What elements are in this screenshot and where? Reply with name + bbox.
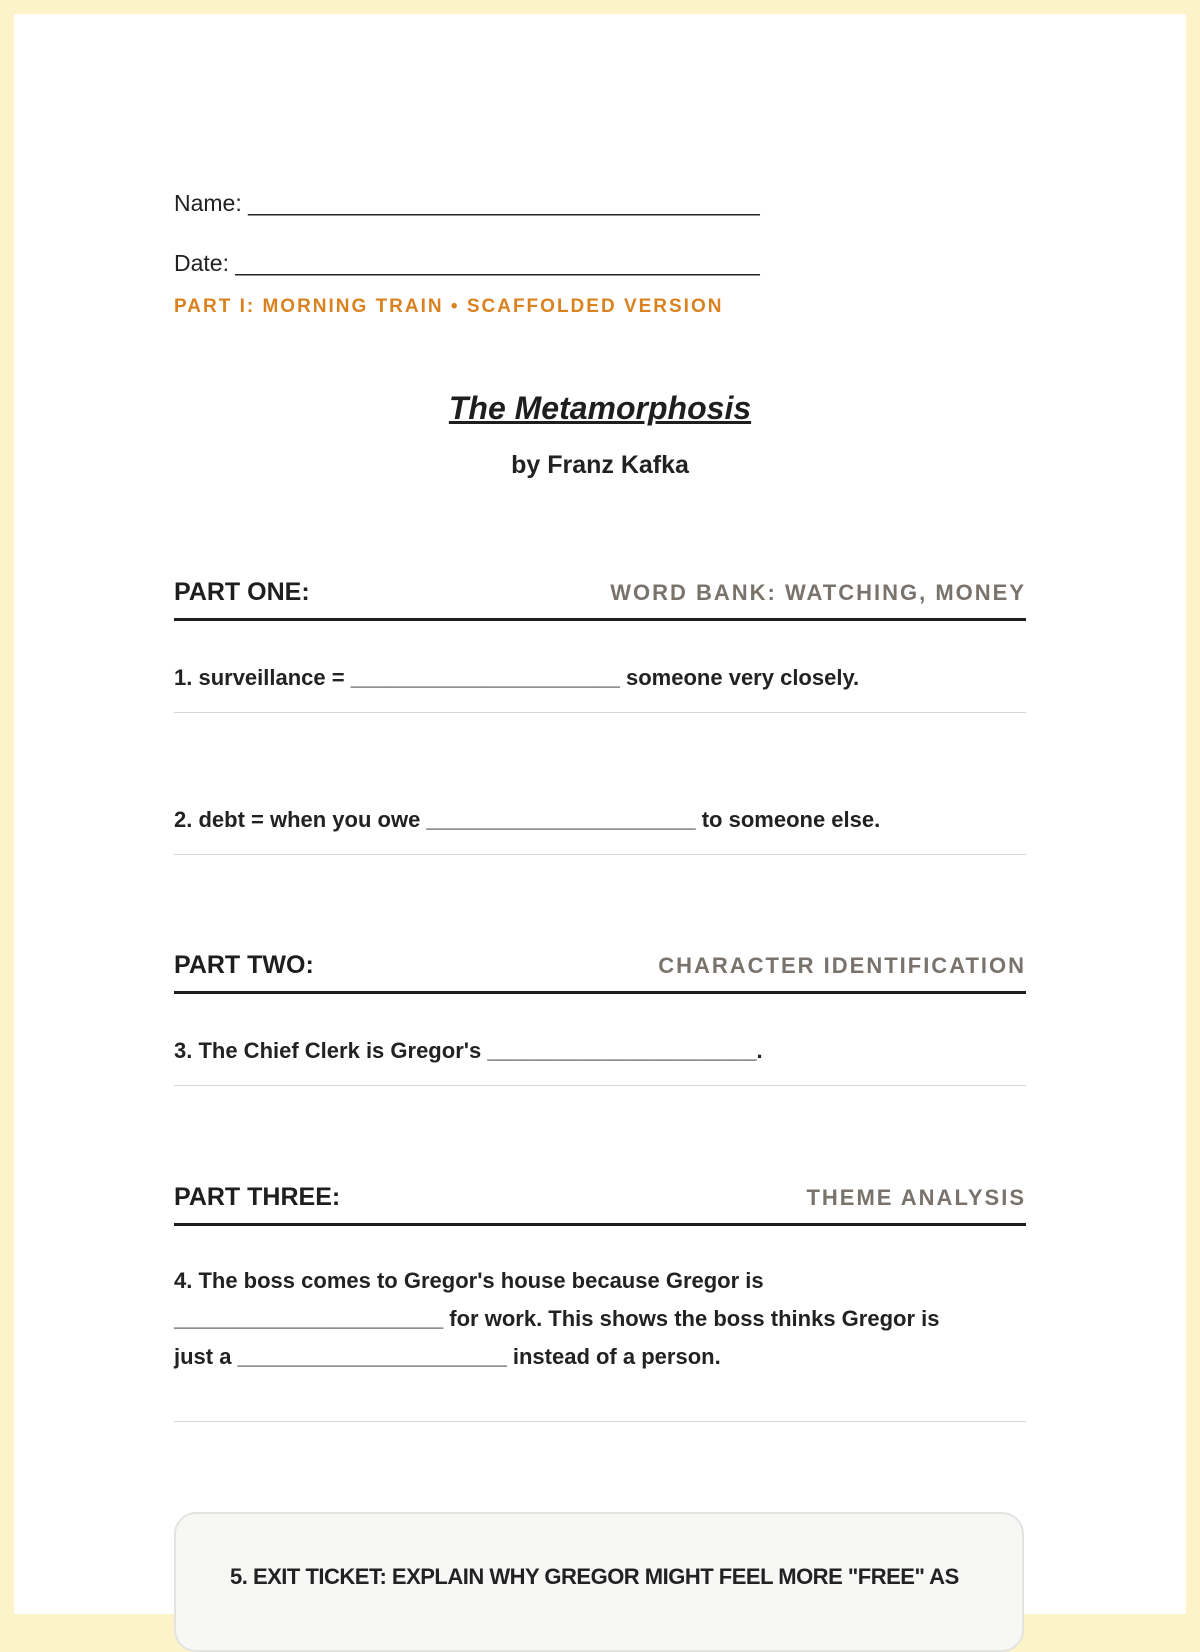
question-2-text: 2. debt = when you owe ______________________ to someone else. bbox=[174, 807, 881, 832]
section-label: PART TWO: bbox=[174, 951, 314, 979]
exit-ticket-prompt: 5. EXIT TICKET: EXPLAIN WHY GREGOR MIGHT FEEL MORE "FREE" AS bbox=[230, 1564, 959, 1589]
question-3-text: 3. The Chief Clerk is Gregor's ______________________. bbox=[174, 1038, 763, 1063]
question-4-line-2: ______________________ for work. This shows the boss thinks Gregor is bbox=[174, 1306, 940, 1331]
section-tag: CHARACTER IDENTIFICATION bbox=[658, 953, 1026, 978]
section-label: PART THREE: bbox=[174, 1183, 341, 1211]
date-field[interactable]: Date: _________________________________________ bbox=[174, 250, 760, 276]
section-label: PART ONE: bbox=[174, 578, 310, 606]
name-field[interactable]: Name: ________________________________________ bbox=[174, 190, 760, 216]
question-2 bbox=[174, 801, 1026, 855]
page-title: The Metamorphosis bbox=[448, 390, 752, 426]
exit-ticket-box bbox=[174, 1512, 1024, 1652]
section-tag: WORD BANK: WATCHING, MONEY bbox=[610, 580, 1026, 605]
author-line: by Franz Kafka bbox=[511, 451, 689, 479]
section-header-part-one bbox=[174, 574, 1026, 621]
question-4-line-1: 4. The boss comes to Gregor's house because Gregor is bbox=[174, 1268, 764, 1293]
section-tag: THEME ANALYSIS bbox=[806, 1185, 1026, 1210]
version-eyebrow: PART I: MORNING TRAIN • SCAFFOLDED VERSION bbox=[174, 296, 724, 317]
question-3 bbox=[174, 1032, 1026, 1086]
section-header-part-three bbox=[174, 1179, 1026, 1226]
question-4-line-3: just a ______________________ instead of a person. bbox=[174, 1344, 721, 1369]
question-1-text: 1. surveillance = ______________________ someone very closely. bbox=[174, 665, 860, 690]
question-1 bbox=[174, 659, 1026, 713]
question-4 bbox=[174, 1262, 1026, 1422]
worksheet-page bbox=[14, 14, 1186, 1614]
section-header-part-two bbox=[174, 947, 1026, 994]
